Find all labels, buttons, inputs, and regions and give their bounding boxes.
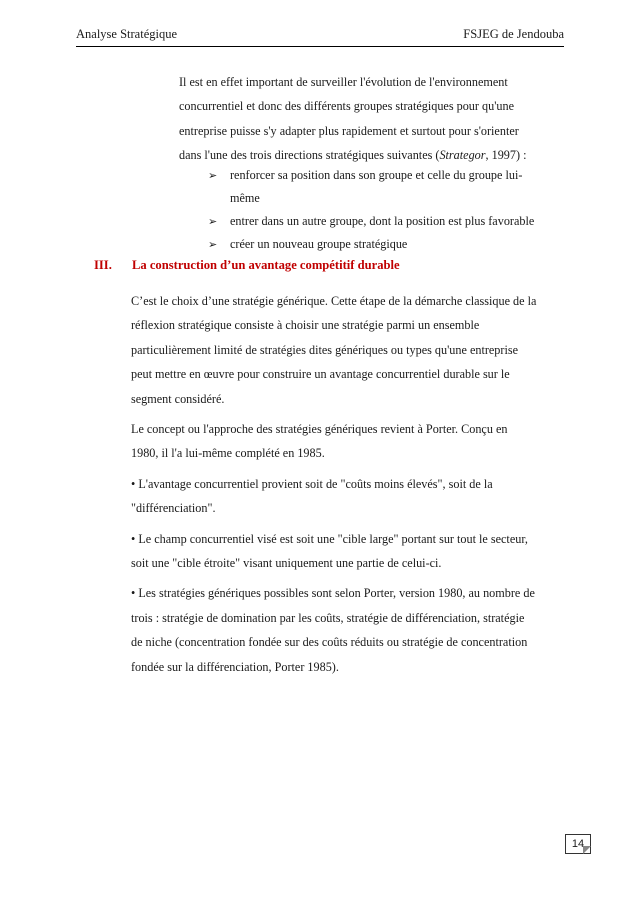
intro-line: concurrentiel et donc des différents groupes stratégiques pour qu'une bbox=[179, 99, 514, 114]
body-line: trois : stratégie de domination par les coûts, stratégie de différenciation, stratégie bbox=[131, 610, 525, 625]
body-line: "différenciation". bbox=[131, 501, 216, 516]
direction-text: renforcer sa position dans son groupe et celle du groupe lui- bbox=[230, 168, 523, 182]
direction-text: entrer dans un autre groupe, dont la position est plus favorable bbox=[230, 214, 535, 228]
body-line: 1980, il l'a lui-même complété en 1985. bbox=[131, 446, 325, 461]
body-line: segment considéré. bbox=[131, 391, 225, 406]
direction-item bbox=[208, 210, 578, 233]
section-body bbox=[131, 289, 571, 685]
arrow-bullet-icon: ➢ bbox=[208, 169, 218, 182]
body-line: fondée sur la différenciation, Porter 1985). bbox=[131, 659, 339, 674]
page-curl-icon bbox=[583, 846, 591, 854]
intro-text-before-citation: dans l'une des trois directions stratégiques suivantes ( bbox=[179, 148, 440, 163]
body-line: • Les stratégies génériques possibles sont selon Porter, version 1980, au nombre de bbox=[131, 586, 535, 601]
direction-item bbox=[208, 164, 578, 210]
section-title: La construction d’un avantage compétitif durable bbox=[132, 258, 400, 272]
body-paragraph bbox=[131, 472, 571, 521]
citation-strategor: Strategor bbox=[439, 148, 486, 163]
header-course-title: Analyse Stratégique bbox=[76, 27, 178, 41]
body-line: particulièrement limité de stratégies dites génériques ou types qu'une entreprise bbox=[131, 342, 518, 357]
intro-line: entreprise puisse s'y adapter plus rapidement et surtout pour s'orienter bbox=[179, 123, 519, 138]
intro-paragraph bbox=[179, 70, 571, 168]
body-line: de niche (concentration fondée sur des coûts réduits ou stratégie de concentration bbox=[131, 635, 528, 650]
intro-line: Il est en effet important de surveiller l'évolution de l'environnement bbox=[179, 75, 508, 89]
direction-list bbox=[208, 164, 578, 256]
section-number: III. bbox=[94, 258, 112, 272]
body-line: soit une "cible étroite" visant uniquement une partie de celui-ci. bbox=[131, 556, 442, 571]
body-line: peut mettre en œuvre pour construire un avantage concurrentiel durable sur le bbox=[131, 367, 510, 382]
direction-text-continued: même bbox=[230, 191, 260, 205]
body-line: C’est le choix d’une stratégie générique. Cette étape de la démarche classique de la bbox=[131, 294, 537, 308]
direction-item bbox=[208, 233, 578, 256]
page-header bbox=[76, 24, 564, 47]
header-institution: FSJEG de Jendouba bbox=[463, 27, 564, 41]
arrow-bullet-icon: ➢ bbox=[208, 238, 218, 251]
body-line: • Le champ concurrentiel visé est soit une "cible large" portant sur tout le secteur, bbox=[131, 531, 528, 546]
body-line: Le concept ou l'approche des stratégies génériques revient à Porter. Conçu en bbox=[131, 422, 508, 437]
body-line: réflexion stratégique consiste à choisir une stratégie parmi un ensemble bbox=[131, 318, 480, 333]
arrow-bullet-icon: ➢ bbox=[208, 215, 218, 228]
direction-text: créer un nouveau groupe stratégique bbox=[230, 237, 408, 251]
page-number-badge: 14 bbox=[565, 834, 591, 854]
body-paragraph bbox=[131, 527, 571, 576]
intro-text-after-citation: , 1997) : bbox=[485, 148, 527, 163]
body-paragraph bbox=[131, 289, 571, 411]
body-paragraph bbox=[131, 417, 571, 466]
body-paragraph bbox=[131, 581, 571, 679]
body-line: • L'avantage concurrentiel provient soit de "coûts moins élevés", soit de la bbox=[131, 476, 493, 491]
